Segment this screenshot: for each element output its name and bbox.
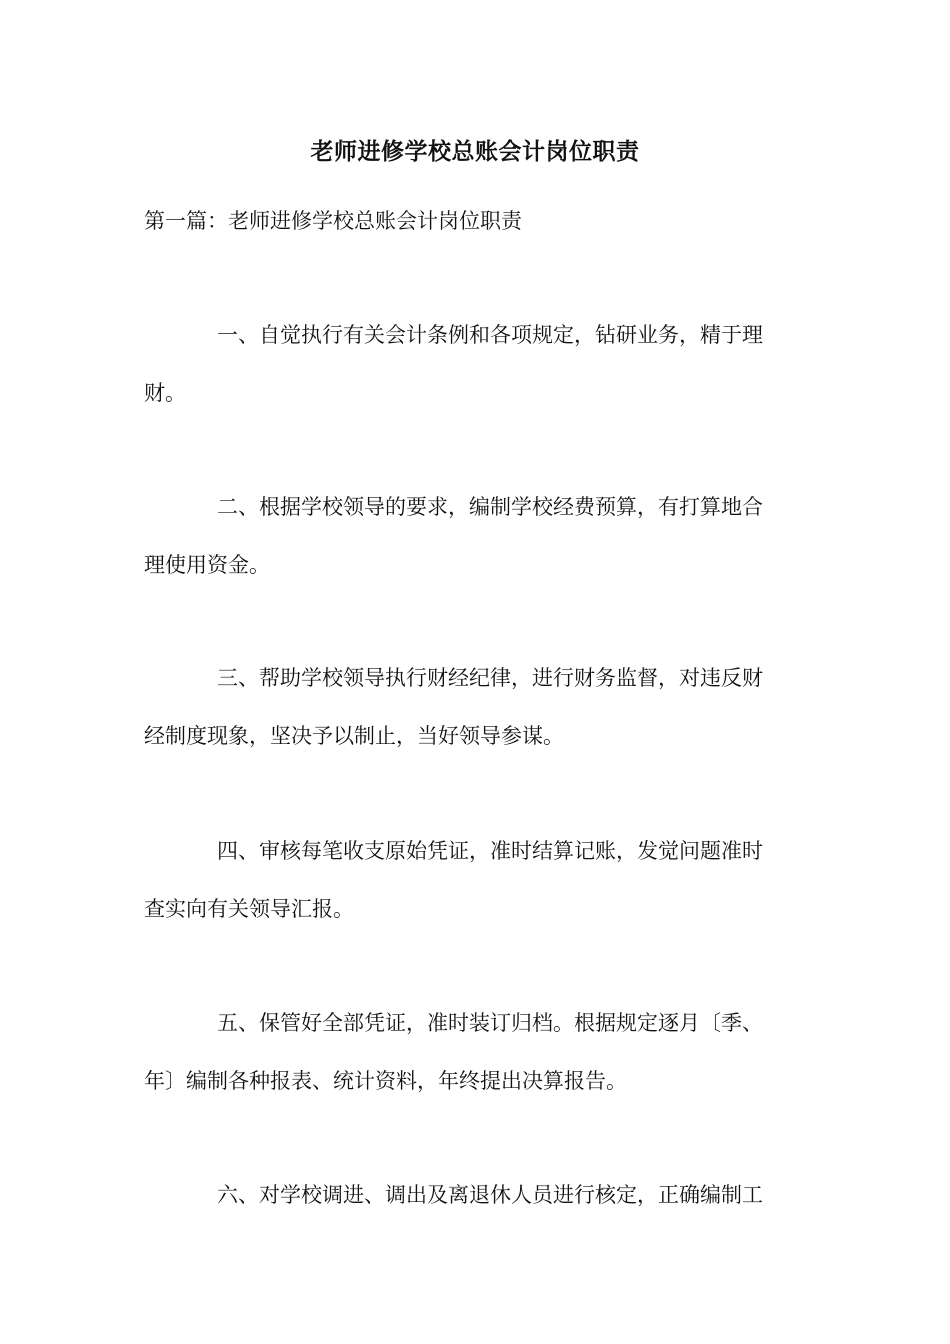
section-heading: 第一篇：老师进修学校总账会计岗位职责 (144, 209, 522, 233)
paragraph-line: 年〕编制各种报表、统计资料，年终提出决算报告。 (144, 1069, 627, 1093)
paragraph-4 (144, 822, 806, 938)
paragraph-line: 三、帮助学校领导执行财经纪律，进行财务监督，对违反财 (217, 666, 763, 690)
paragraph-line: 经制度现象，坚决予以制止，当好领导参谋。 (144, 724, 564, 748)
paragraph-6 (144, 1166, 806, 1224)
paragraph-5 (144, 994, 806, 1110)
paragraph-line: 一、自觉执行有关会计条例和各项规定，钻研业务，精于理 (217, 323, 763, 347)
paragraph-line: 财。 (144, 381, 186, 405)
paragraph-3 (144, 649, 806, 765)
page-title: 老师进修学校总账会计岗位职责 (310, 138, 640, 165)
paragraph-line: 理使用资金。 (144, 553, 270, 577)
paragraph-2 (144, 478, 806, 594)
paragraph-line: 二、根据学校领导的要求，编制学校经费预算，有打算地合 (217, 495, 763, 519)
paragraph-line: 五、保管好全部凭证，准时装订归档。根据规定逐月〔季、 (217, 1011, 763, 1035)
paragraph-line: 六、对学校调进、调出及离退休人员进行核定，正确编制工 (217, 1183, 763, 1207)
paragraph-line: 四、审核每笔收支原始凭证，准时结算记账，发觉问题准时 (217, 839, 763, 863)
paragraph-1 (144, 306, 806, 422)
paragraph-line: 查实向有关领导汇报。 (144, 897, 354, 921)
